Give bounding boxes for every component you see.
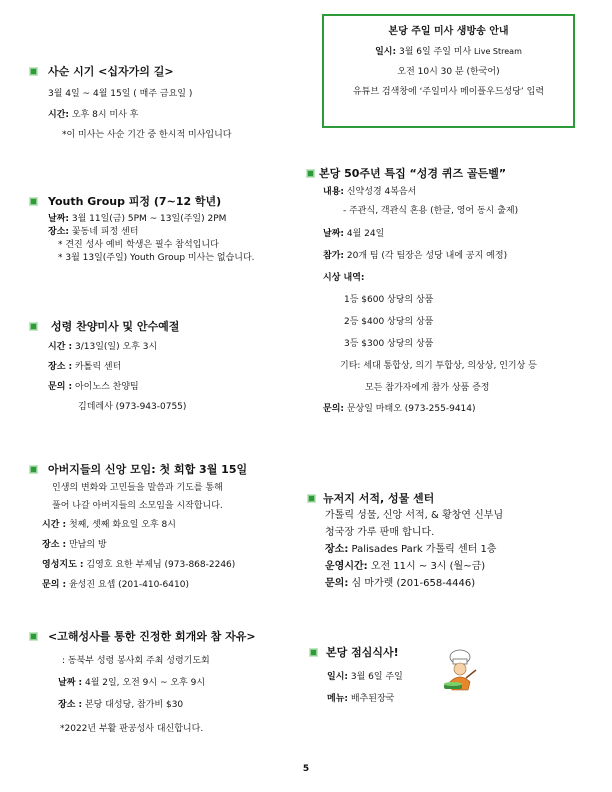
fathers-section	[30, 461, 247, 592]
lunch-heading: 본당 점심식사!	[310, 644, 399, 660]
quiz-participants: 참가: 20개 팀 (각 팀장은 성당 내에 공지 예정)	[323, 251, 508, 261]
lent-heading: 사순 시기 <십자가의 길>	[30, 63, 199, 79]
youth-note-2: * 3월 13일(주일) Youth Group 미사는 없습니다.	[58, 253, 255, 263]
lunch-section	[310, 644, 403, 706]
quiz-contact: 문의: 문상일 마태오 (973-255-9414)	[323, 404, 476, 414]
fathers-place: 장소 : 만남의 방	[42, 540, 107, 550]
spirit-heading: 성령 찬양미사 및 안수예절	[30, 318, 179, 334]
quiz-content-sub: - 주관식, 객관식 혼용 (한글, 영어 동시 출제)	[343, 206, 519, 216]
quiz-content: 내용: 신약성경 4복음서	[323, 187, 417, 197]
fathers-time: 시간 : 첫째, 셋째 화요일 오후 8시	[42, 520, 176, 530]
quiz-prize-1: 1등 $600 상당의 상품	[344, 295, 434, 305]
bullet-icon	[30, 323, 37, 330]
announcement-time: 오전 10시 30 분 (한국어)	[397, 67, 500, 77]
bookstore-desc-2: 청국장 가루 판매 합니다.	[325, 527, 435, 538]
spirit-contact-2: 김데레사 (973-943-0755)	[78, 402, 187, 412]
fathers-contact: 문의 : 윤성진 요셉 (201-410-6410)	[42, 580, 189, 590]
quiz-prize-2: 2등 $400 상당의 상품	[344, 317, 434, 327]
youth-note-1: * 견진 성사 예비 학생은 필수 참석입니다	[58, 240, 219, 250]
fathers-heading: 아버지들의 신앙 모임: 첫 회합 3월 15일	[30, 461, 247, 477]
bookstore-hours: 운영시간: 오전 11시 ~ 3시 (월~금)	[325, 561, 486, 572]
announcement-search: 유튜브 검색창에 ‘주일미사 메이플우드성당’ 입력	[352, 87, 545, 97]
bullet-icon	[30, 633, 37, 640]
lent-dates: 3월 4일 ~ 4월 15일 ( 매주 금요일 )	[48, 89, 193, 99]
bookstore-heading: 뉴저지 서적, 성물 센터	[308, 490, 486, 506]
quiz-section	[307, 165, 537, 416]
spirit-time: 시간 : 3/13일(일) 오후 3시	[48, 342, 158, 352]
spirit-contact: 문의 : 아이노스 찬양팀	[48, 382, 139, 392]
spirit-section	[30, 318, 187, 414]
fathers-desc-2: 풀어 나갈 아버지들의 소모임을 시작합니다.	[52, 501, 223, 511]
announcement-box	[322, 14, 575, 128]
fathers-guide: 영성지도 : 김영호 요한 부제님 (973-868-2246)	[42, 560, 236, 570]
announcement-date: 일시: 3월 6일 주일 미사 Live Stream	[375, 47, 522, 57]
quiz-prize-all: 모든 참가자에게 참가 상품 증정	[365, 383, 490, 393]
chef-clipart-icon	[440, 648, 480, 694]
bullet-icon	[30, 198, 37, 205]
bookstore-section	[308, 490, 504, 590]
confession-note: *2022년 부활 판공성사 대신합니다.	[60, 724, 204, 734]
youth-place: 장소: 꽃동네 피정 센터	[48, 227, 139, 237]
confession-date: 날짜 : 4월 2일, 오전 9시 ~ 오후 9시	[58, 678, 206, 688]
bullet-icon	[310, 649, 317, 656]
spirit-place: 장소 : 카톨릭 센터	[48, 362, 122, 372]
fathers-desc-1: 인생의 변화와 고민들을 말씀과 기도를 통해	[52, 483, 223, 493]
confession-heading: <고해성사를 통한 진정한 회개와 참 자유>	[30, 628, 256, 644]
quiz-heading: 본당 50주년 특집 “성경 퀴즈 골든벨”	[307, 165, 506, 181]
bullet-icon	[308, 495, 315, 502]
confession-section	[30, 628, 256, 736]
youth-date: 날짜: 3월 11일(금) 5PM ~ 13일(주일) 2PM	[48, 214, 227, 224]
lunch-menu: 메뉴: 배추된장국	[327, 694, 395, 704]
bookstore-contact: 문의: 심 마가렛 (201-658-4446)	[325, 578, 476, 589]
confession-host: : 동북부 성령 봉사회 주최 성령기도회	[62, 656, 210, 666]
lunch-date: 일시: 3월 6일 주일	[327, 672, 403, 682]
quiz-prize-3: 3등 $300 상당의 상품	[344, 339, 434, 349]
youth-heading: Youth Group 피정 (7~12 학년)	[30, 193, 227, 209]
bullet-icon	[30, 68, 37, 75]
lent-note: *이 미사는 사순 기간 중 한시적 미사입니다	[62, 130, 232, 140]
lent-section	[30, 63, 232, 142]
bookstore-place: 장소: Palisades Park 가톨릭 센터 1층	[325, 544, 497, 555]
bullet-icon	[307, 170, 314, 177]
bookstore-desc-1: 가톨릭 성물, 신앙 서적, & 황창연 신부님	[325, 510, 504, 521]
quiz-prize-label: 시상 내역:	[323, 273, 365, 283]
confession-place: 장소 : 본당 대성당, 참가비 $30	[58, 700, 184, 710]
quiz-date: 날짜: 4월 24일	[323, 229, 385, 239]
page-number: 5	[302, 764, 310, 774]
quiz-prize-other: 기타: 세대 통합상, 의기 투합상, 의상상, 인기상 등	[340, 361, 537, 371]
announcement-title: 본당 주일 미사 생방송 안내	[388, 26, 509, 37]
bullet-icon	[30, 466, 37, 473]
youth-section	[30, 193, 255, 265]
lent-time: 시간: 오후 8시 미사 후	[48, 110, 139, 120]
